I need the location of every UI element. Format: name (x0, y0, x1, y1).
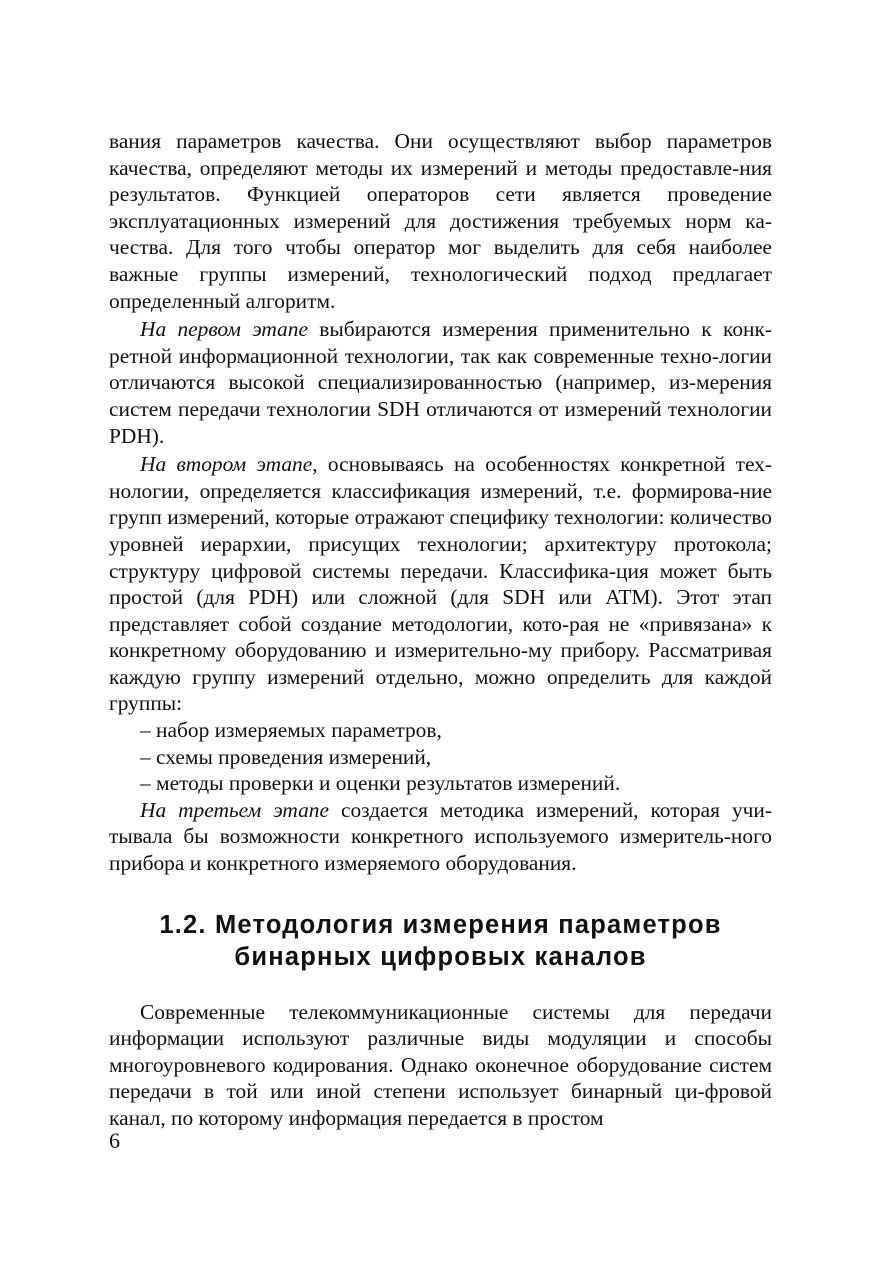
section-heading (109, 909, 772, 973)
list-item: – схемы проведения измерений, (140, 744, 772, 771)
paragraph-continued: вания параметров качества. Они осуществляют выбор параметров качества, определяют методы их измерений и методы предоставле-ния результатов. Функцией операторов сети является проведение эксплуатационных измерений для достижения требуемых норм ка-чества. Для того чтобы оператор мог выделить для себя наиболее важные группы измерений, технологический подход предлагает определенный алгоритм. (109, 129, 772, 313)
stage-3-label: На третьем этапе (140, 797, 329, 822)
stage-1-label: На первом этапе (140, 317, 308, 342)
page-number: 6 (109, 1128, 120, 1153)
paragraph-stage-3 (109, 797, 772, 877)
list-item: – набор измеряемых параметров, (140, 717, 772, 744)
stage-2-label: На втором этапе (140, 452, 313, 477)
stage-1-text: выбираются измерения применительно к конк-ретной информационной технологии, так как современные техно-логии отличаются высокой специализированностью (например, из-мерения систем передачи технологии SDH отличаются от измерений технологии PDH). (109, 317, 772, 448)
paragraph-section-intro: Современные телекоммуникационные системы для передачи информации используют различные виды модуляции и способы многоуровневого кодирования. Однако оконечное оборудование систем передачи в той или иной степени использует бинарный ци-фровой канал, по которому информация передается в простом (109, 999, 772, 1130)
list-item: – методы проверки и оценки результатов измерений. (140, 770, 772, 797)
stage-2-text: , основываясь на особенностях конкретной тех-нологии, определяется классификация измерений, т.е. формирова-ние групп измерений, которые отражают специфику технологии: количество уровней иерархии, присущих технологии; архитектуру протокола; структуру цифровой системы передачи. Классифика-ция может быть простой (для PDH) или сложной (для SDH или ATM). Этот этап представляет собой создание методологии, кото-рая не «привязана» к конкретному оборудованию и измерительно-му прибору. Рассматривая каждую группу измерений отдельно, можно определить для каждой группы: (109, 452, 772, 716)
stage-3-text: создается методика измерений, которая учи-тывала бы возможности конкретного используемого измеритель-ного прибора и конкретного измеряемого оборудования. (109, 797, 772, 876)
paragraph-stage-2 (109, 451, 772, 717)
page-body (109, 128, 772, 1132)
measurement-list (109, 717, 772, 797)
paragraph-stage-1 (109, 316, 772, 449)
section-heading-line-2: бинарных цифровых каналов (234, 942, 647, 971)
section-heading-line-1: 1.2. Методология измерения параметров (159, 910, 722, 939)
